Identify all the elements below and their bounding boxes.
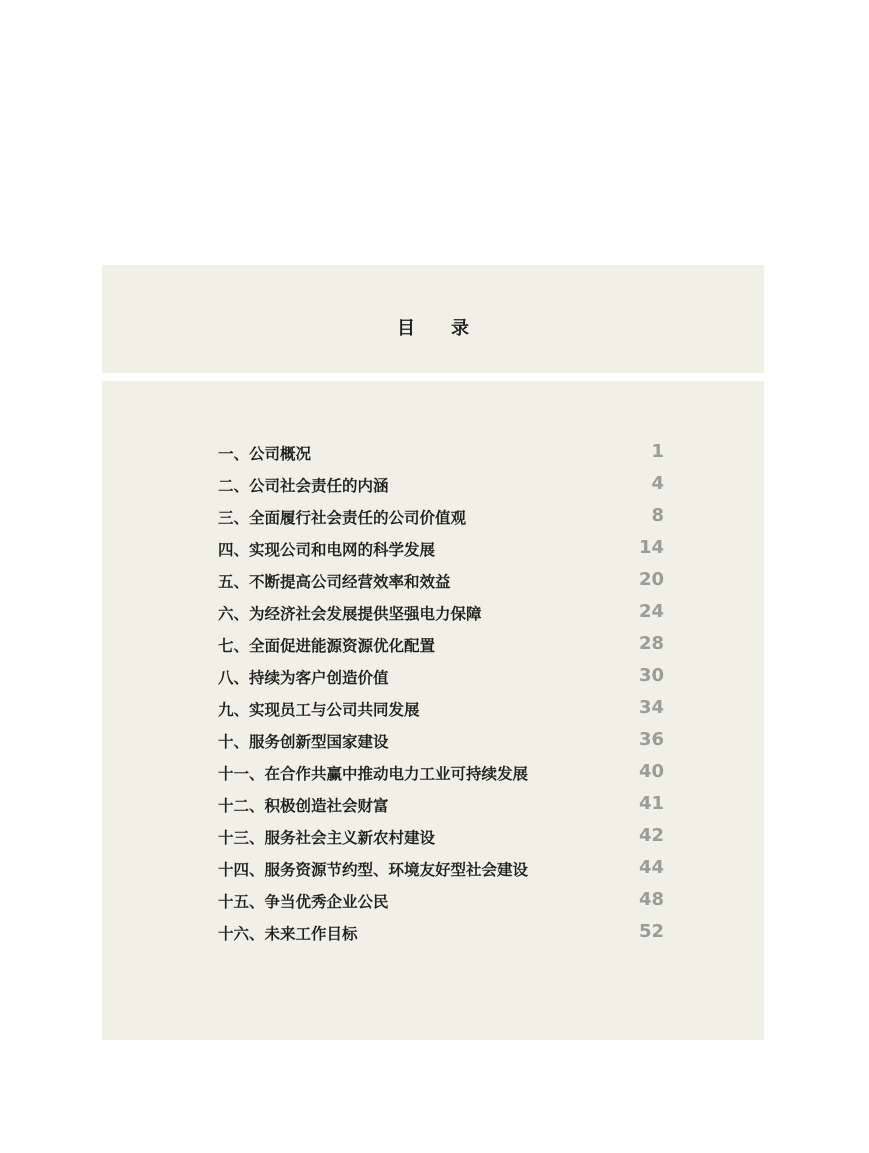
toc-entry-page: 44 [638, 857, 664, 878]
toc-entry-page: 36 [638, 729, 664, 750]
toc-entry-label: 二、公司社会责任的内涵 [218, 477, 389, 495]
title-panel [102, 265, 764, 373]
toc-entry-label: 五、不断提高公司经营效率和效益 [218, 573, 451, 591]
toc-entry-label: 三、全面履行社会责任的公司价值观 [218, 509, 467, 527]
toc-entry-label: 十一、在合作共赢中推动电力工业可持续发展 [218, 765, 529, 783]
toc-entry-15[interactable] [218, 889, 664, 921]
toc-entry-label: 十五、争当优秀企业公民 [218, 893, 389, 911]
toc-entry-label: 一、公司概况 [218, 445, 312, 463]
toc-entry-1[interactable] [218, 441, 664, 473]
toc-panel [102, 381, 764, 1040]
toc-entry-13[interactable] [218, 825, 664, 857]
toc-entry-page: 24 [638, 601, 664, 622]
toc-entry-label: 八、持续为客户创造价值 [218, 669, 389, 687]
page-title: 目录 [397, 318, 505, 339]
toc-entry-label: 六、为经济社会发展提供坚强电力保障 [218, 605, 482, 623]
toc-entry-8[interactable] [218, 665, 664, 697]
toc-entry-label: 九、实现员工与公司共同发展 [218, 701, 420, 719]
toc-entry-page: 20 [638, 569, 664, 590]
toc-entry-page: 40 [638, 761, 664, 782]
toc-entry-page: 42 [638, 825, 664, 846]
toc-entry-label: 十六、未来工作目标 [218, 925, 358, 943]
toc-entry-label: 十二、积极创造社会财富 [218, 797, 389, 815]
toc-entry-label: 十四、服务资源节约型、环境友好型社会建设 [218, 861, 529, 879]
toc-entry-label: 十、服务创新型国家建设 [218, 733, 389, 751]
toc-entry-page: 14 [638, 537, 664, 558]
toc-entry-page: 4 [651, 473, 664, 494]
toc-entry-page: 1 [651, 441, 664, 462]
toc-entry-5[interactable] [218, 569, 664, 601]
toc-entry-3[interactable] [218, 505, 664, 537]
toc-entry-page: 30 [638, 665, 664, 686]
toc-entry-page: 48 [638, 889, 664, 910]
toc-entry-2[interactable] [218, 473, 664, 505]
toc-entry-12[interactable] [218, 793, 664, 825]
toc-entry-page: 28 [638, 633, 664, 654]
toc-entry-label: 十三、服务社会主义新农村建设 [218, 829, 436, 847]
toc-entry-4[interactable] [218, 537, 664, 569]
toc-entry-page: 41 [638, 793, 664, 814]
toc-entry-7[interactable] [218, 633, 664, 665]
toc-entry-page: 52 [638, 921, 664, 942]
toc-entry-6[interactable] [218, 601, 664, 633]
toc-entry-page: 34 [638, 697, 664, 718]
toc-entry-page: 8 [651, 505, 664, 526]
toc-entry-11[interactable] [218, 761, 664, 793]
toc-entry-10[interactable] [218, 729, 664, 761]
toc-entry-14[interactable] [218, 857, 664, 889]
toc-entry-16[interactable] [218, 921, 664, 953]
toc-entry-label: 七、全面促进能源资源优化配置 [218, 637, 436, 655]
toc-entry-9[interactable] [218, 697, 664, 729]
toc-entry-label: 四、实现公司和电网的科学发展 [218, 541, 436, 559]
table-of-contents [218, 441, 664, 953]
